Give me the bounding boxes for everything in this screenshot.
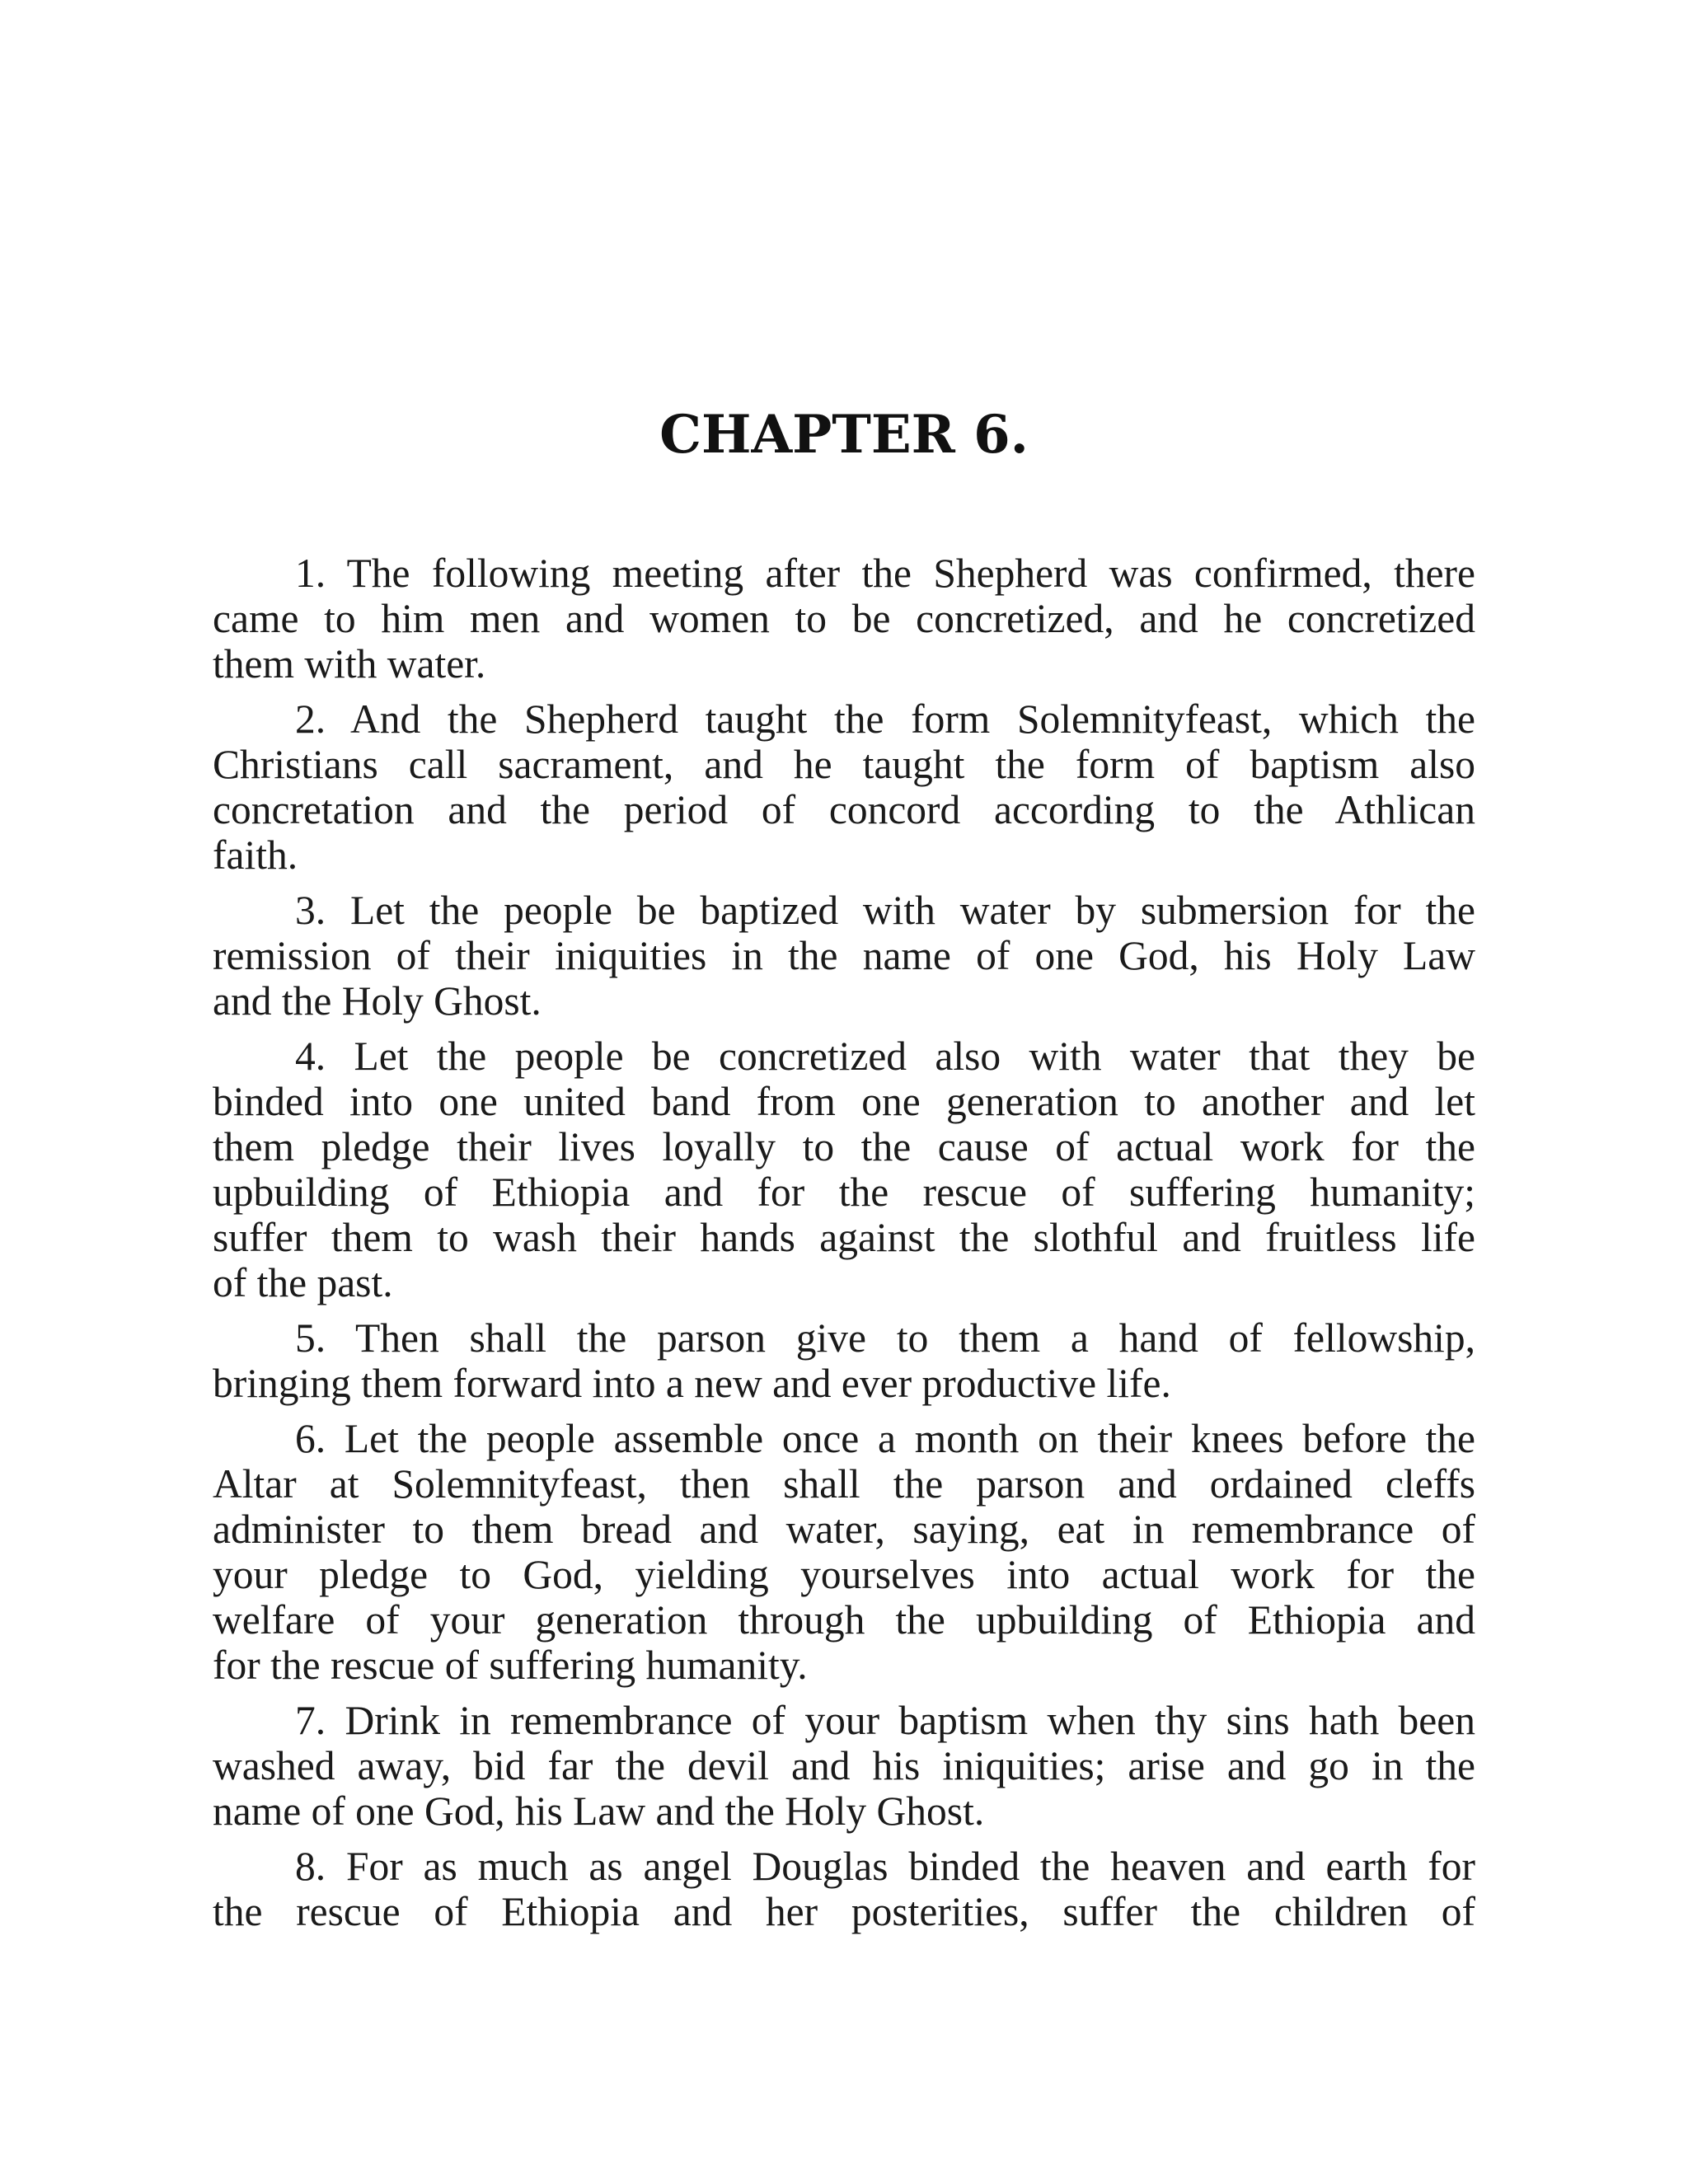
verse-line: 5. Then shall the parson give to them a hand of fellowship, xyxy=(295,1315,1475,1361)
verse-line: suffer them to wash their hands against the slothful and fruitless life xyxy=(213,1215,1475,1260)
verse-7 xyxy=(213,1698,1475,1834)
verse-line: and the Holy Ghost. xyxy=(213,978,542,1024)
verse-line: Altar at Solemnityfeast, then shall the parson and ordained cleffs xyxy=(213,1461,1475,1507)
verse-line: concretation and the period of concord according to the Athlican xyxy=(213,787,1475,832)
verse-line: 4. Let the people be concretized also with water that they be xyxy=(295,1033,1475,1079)
verse-8 xyxy=(213,1844,1475,1934)
verse-line: for the rescue of suffering humanity. xyxy=(213,1643,808,1688)
verse-line: them pledge their lives loyally to the cause of actual work for the xyxy=(213,1124,1475,1169)
verse-line: upbuilding of Ethiopia and for the rescue of suffering humanity; xyxy=(213,1169,1475,1215)
chapter-title: CHAPTER 6. xyxy=(659,404,1029,466)
verse-2 xyxy=(213,696,1475,878)
verse-line: your pledge to God, yielding yourselves into actual work for the xyxy=(213,1552,1475,1597)
verse-line: 1. The following meeting after the Shepherd was confirmed, there xyxy=(295,551,1475,596)
verse-line: 6. Let the people assemble once a month on their knees before the xyxy=(295,1416,1475,1461)
verse-line: came to him men and women to be concretized, and he concretized xyxy=(213,596,1475,641)
verse-line: faith. xyxy=(213,832,298,878)
verse-line: the rescue of Ethiopia and her posterities, suffer the children of xyxy=(213,1889,1475,1934)
verse-line: bringing them forward into a new and ever productive life. xyxy=(213,1361,1171,1406)
verse-line: 7. Drink in remembrance of your baptism when thy sins hath been xyxy=(295,1698,1475,1743)
verse-1 xyxy=(213,551,1475,687)
verse-line: name of one God, his Law and the Holy Ghost. xyxy=(213,1788,985,1834)
verse-line: 2. And the Shepherd taught the form Solemnityfeast, which the xyxy=(295,696,1475,742)
verse-line: washed away, bid far the devil and his iniquities; arise and go in the xyxy=(213,1743,1475,1788)
chapter-body xyxy=(213,551,1475,1944)
verse-4 xyxy=(213,1033,1475,1305)
verse-5 xyxy=(213,1315,1475,1406)
verse-line: 3. Let the people be baptized with water by submersion for the xyxy=(295,888,1475,933)
verse-line: of the past. xyxy=(213,1260,393,1305)
verse-line: administer to them bread and water, saying, eat in remembrance of xyxy=(213,1507,1475,1552)
verse-line: Christians call sacrament, and he taught the form of baptism also xyxy=(213,742,1475,787)
verse-6 xyxy=(213,1416,1475,1688)
verse-line: 8. For as much as angel Douglas binded the heaven and earth for xyxy=(295,1844,1475,1889)
verse-3 xyxy=(213,888,1475,1024)
verse-line: welfare of your generation through the upbuilding of Ethiopia and xyxy=(213,1597,1475,1643)
verse-line: remission of their iniquities in the name of one God, his Holy Law xyxy=(213,933,1475,978)
verse-line: them with water. xyxy=(213,641,486,687)
verse-line: binded into one united band from one generation to another and let xyxy=(213,1079,1475,1124)
